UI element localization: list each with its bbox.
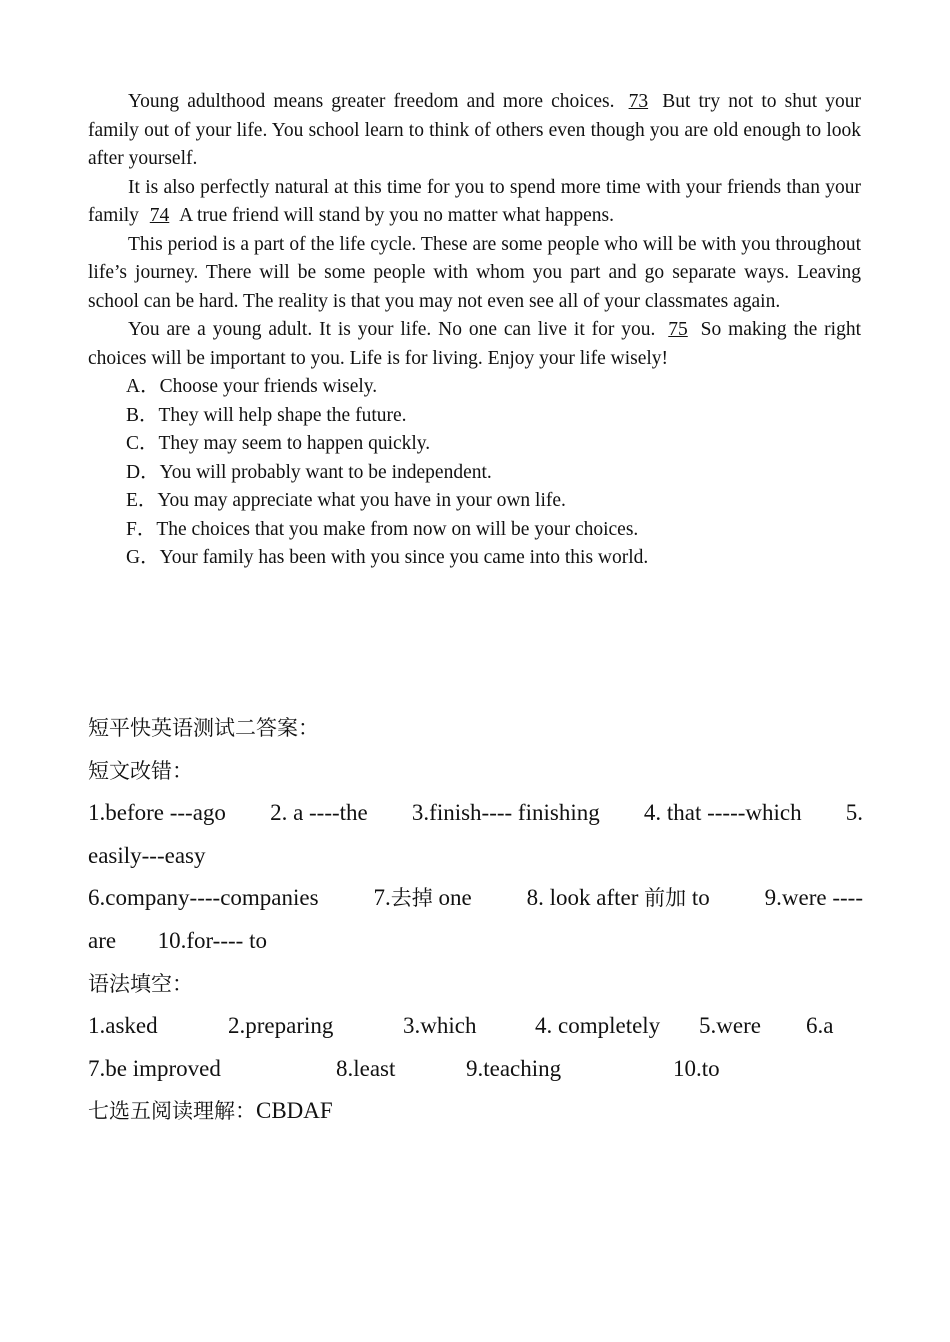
answer-title: 短平快英语测试二答案：	[88, 716, 319, 740]
correction-answer-6: 6.company----companies	[88, 885, 319, 911]
blank-75: 75	[668, 319, 688, 340]
correction-answer-3: 3.finish---- finishing	[411, 800, 600, 826]
correction-answer-4: 4. that -----which	[643, 800, 802, 826]
passage-paragraph-2: It is also perfectly natural at this time for you to spend more time with your friends than your family 74 A true friend will stand by you no matter what happens.	[88, 174, 861, 231]
grammar-answer-2: 2.preparing	[228, 1013, 334, 1039]
grammar-answer-3: 3.which	[403, 1013, 477, 1039]
seven-five-line	[88, 1090, 863, 1133]
grammar-answer-7: 7.be improved	[88, 1055, 221, 1081]
grammar-line-1	[88, 1005, 863, 1048]
correction-line-3	[88, 877, 863, 920]
answer-key	[88, 707, 863, 1133]
blank-73: 73	[628, 91, 649, 112]
option-c: C．They may seem to happen quickly.	[126, 433, 431, 454]
option-e: E．You may appreciate what you have in your own life.	[126, 490, 566, 511]
correction-answer-5-num: 5.	[845, 800, 863, 826]
passage-paragraph-3: This period is a part of the life cycle. These are some people who will be with you throughout life’s journey. There will be some people with whom you part and go separate ways. Leaving school can be hard. The reality is that you may not even see all of your classmates again.	[88, 233, 861, 312]
blank-74: 74	[149, 205, 170, 226]
grammar-answer-10: 10.to	[673, 1055, 720, 1081]
passage-paragraph-4: You are a young adult. It is your life. No one can live it for you. 75 So making the right choices will be important to you. Life is for living. Enjoy your life wisely!	[88, 316, 861, 373]
correction-heading: 短文改错：	[88, 758, 193, 783]
seven-five-heading: 七选五阅读理解：	[88, 1099, 256, 1124]
correction-answer-8: 8. look after 前加 to	[526, 885, 710, 911]
option-b: B．They will help shape the future.	[126, 404, 407, 426]
grammar-answer-6: 6.a	[806, 1013, 834, 1039]
correction-line-4	[88, 920, 863, 963]
correction-line-2: easily---easy	[88, 842, 206, 868]
grammar-answer-4: 4. completely	[535, 1013, 661, 1039]
grammar-line-2	[88, 1048, 863, 1091]
grammar-answer-5: 5.were	[699, 1013, 761, 1039]
seven-five-answer: CBDAF	[256, 1098, 333, 1124]
grammar-answer-8: 8.least	[336, 1055, 396, 1081]
option-list	[88, 373, 861, 573]
correction-answer-9-tail: are	[88, 927, 117, 953]
option-a: A．Choose your friends wisely.	[126, 376, 378, 397]
correction-line-1	[88, 792, 863, 835]
grammar-answer-9: 9.teaching	[466, 1055, 562, 1081]
reading-passage	[88, 88, 861, 573]
correction-answer-2: 2. a ----the	[270, 800, 368, 826]
correction-answer-1: 1.before ---ago	[88, 800, 226, 826]
option-d: D．You will probably want to be independent.	[126, 461, 492, 483]
correction-answer-7: 7.去掉 one	[373, 885, 472, 911]
grammar-heading: 语法填空：	[88, 971, 193, 996]
correction-answer-10: 10.for---- to	[157, 927, 267, 953]
option-g: G．Your family has been with you since you came into this world.	[126, 547, 649, 568]
grammar-answer-1: 1.asked	[88, 1013, 158, 1039]
passage-paragraph-1: Young adulthood means greater freedom and more choices. 73 But try not to shut your family out of your life. You school learn to think of others even though you are old enough to look after yourself.	[88, 88, 861, 174]
correction-answer-9: 9.were ----	[764, 885, 863, 911]
option-f: F．The choices that you make from now on will be your choices.	[126, 518, 639, 540]
